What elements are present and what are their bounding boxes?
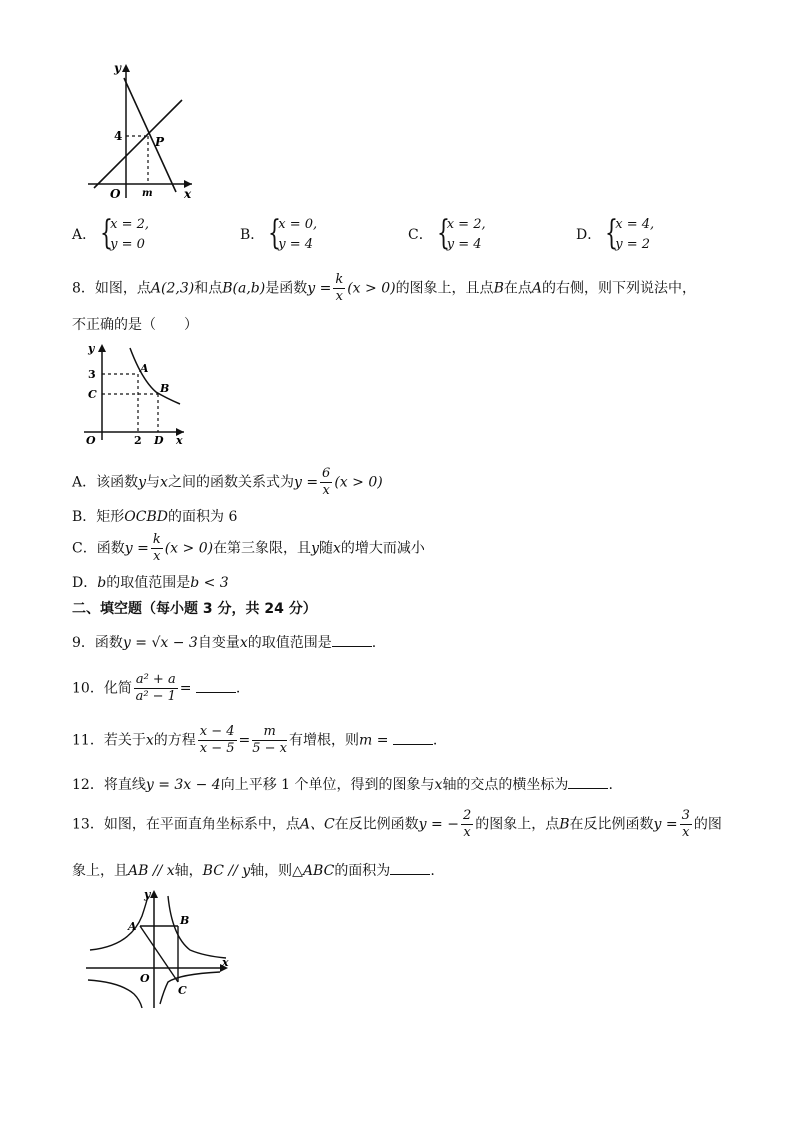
math: x — [145, 732, 154, 749]
fig13-c-label: C — [178, 984, 187, 997]
q10 — [72, 672, 240, 705]
math: AB // x — [128, 863, 175, 879]
fig7-x-label: x — [184, 187, 192, 201]
text: 向上平移 1 个单位，得到的图象与 — [220, 777, 435, 793]
q11 — [72, 724, 437, 757]
q7-option-b: B． { x = 0, y = 4 — [240, 213, 318, 253]
numerator: a² + a — [135, 672, 176, 687]
numerator: x − 4 — [199, 724, 235, 739]
answer-blank[interactable] — [393, 732, 433, 745]
fig8-two-label: 2 — [134, 434, 142, 447]
math: (x > 0) — [164, 540, 214, 557]
fig13-origin-label: O — [140, 972, 150, 985]
fraction — [320, 466, 332, 499]
q12 — [72, 774, 613, 794]
math: x — [332, 540, 341, 557]
text: 8．如图，点 — [72, 280, 151, 297]
text: 轴，则△ — [250, 863, 303, 879]
denominator: x — [335, 289, 343, 304]
math: b — [97, 575, 107, 591]
math: y = 3x − 4 — [145, 777, 221, 793]
math: B(a,b) — [222, 280, 266, 297]
text: 11．若关于 — [72, 732, 146, 749]
section-heading: 二、填空题（每小题 3 分，共 24 分） — [72, 601, 317, 617]
text: 轴的交点的横坐标为 — [442, 777, 569, 793]
q8-option-c — [72, 532, 425, 565]
text: 象上，且 — [72, 863, 128, 879]
q8-stem-line2 — [72, 314, 198, 334]
text: 的图象上，且点 — [395, 280, 494, 297]
math: B — [559, 816, 570, 833]
denominator: x — [322, 483, 330, 498]
numerator: m — [252, 724, 287, 741]
option-label: D． — [576, 227, 602, 243]
fraction — [252, 724, 287, 757]
math: (x > 0) — [347, 280, 396, 297]
text: B．矩形 — [72, 509, 125, 525]
numerator: k — [335, 272, 344, 287]
text: 10．化简 — [72, 680, 132, 697]
text: 的图象上，点 — [475, 816, 560, 833]
fig8-origin-label: O — [86, 434, 96, 447]
text: 轴， — [174, 863, 203, 879]
text: 不正确的是（ ） — [72, 317, 198, 333]
q7-option-d: D． { x = 4, y = 2 — [576, 213, 655, 253]
math: OCBD — [124, 509, 168, 525]
system-row: y = 4 — [446, 237, 482, 252]
text: 之间的函数关系式为 — [167, 474, 294, 491]
math: y = — [124, 540, 149, 557]
math: x — [160, 474, 168, 491]
system-row: x = 2, — [110, 217, 150, 232]
math: (x > 0) — [334, 474, 383, 491]
q8-option-d — [72, 572, 229, 592]
answer-blank[interactable] — [390, 862, 430, 875]
numerator: 6 — [322, 466, 331, 481]
denominator: x — [463, 825, 471, 840]
text: = — [179, 680, 192, 697]
math: x — [239, 635, 248, 651]
q8-stem-line1 — [72, 272, 696, 305]
text: 在反比例函数 — [569, 816, 654, 833]
text: . — [430, 863, 435, 879]
fig8-d-label: D — [154, 434, 164, 447]
option-label: A． — [72, 227, 97, 243]
text: . — [371, 635, 377, 651]
system-row: y = 4 — [278, 237, 314, 252]
system-row: x = 2, — [446, 217, 486, 232]
system-row: x = 4, — [615, 217, 655, 232]
text: 自变量 — [197, 635, 240, 651]
denominator: x — [153, 549, 161, 564]
math: y = — [307, 280, 332, 297]
q13-figure — [80, 886, 236, 1012]
text: 的取值范围是 — [106, 575, 191, 591]
math: y — [311, 540, 319, 557]
math: A — [531, 280, 542, 297]
math: A(2,3) — [150, 280, 195, 297]
fig8-x-label: x — [176, 434, 183, 447]
q13-line2 — [72, 860, 435, 880]
fraction — [680, 808, 692, 841]
fig13-b-label: B — [180, 914, 190, 927]
option-label: C． — [408, 227, 433, 243]
text: . — [235, 680, 241, 697]
math: A、C — [299, 816, 335, 833]
denominator: a² − 1 — [135, 689, 176, 704]
q7-option-a: A． { x = 2, y = 0 — [72, 213, 150, 253]
text: 随 — [318, 540, 333, 557]
text: 的右侧，则下列说法中， — [541, 280, 696, 297]
text: C．函数 — [72, 540, 125, 557]
system-row: y = 2 — [615, 237, 651, 252]
math: y = — [653, 816, 678, 833]
fraction — [333, 272, 345, 305]
numerator: 2 — [462, 808, 472, 823]
text: 13．如图，在平面直角坐标系中，点 — [72, 816, 300, 833]
math: b < 3 — [190, 575, 229, 591]
math: y = — [293, 474, 319, 491]
fraction — [198, 724, 237, 757]
numerator: k — [152, 532, 161, 547]
text: = — [238, 732, 251, 749]
fig8-y-label: y — [88, 342, 95, 355]
text: 和点 — [194, 280, 223, 297]
text: . — [608, 777, 613, 793]
math: ABC — [302, 863, 335, 879]
math: m = — [359, 732, 389, 749]
text: 的方程 — [153, 732, 196, 749]
q7-option-c: C． { x = 2, y = 4 — [408, 213, 486, 253]
answer-blank[interactable] — [568, 776, 608, 789]
text: 在反比例函数 — [334, 816, 419, 833]
fig8-c-label: C — [88, 388, 97, 401]
fig7-p-label: P — [155, 135, 165, 149]
fig13-y-label: y — [144, 888, 151, 901]
math: y = − — [418, 816, 459, 833]
q8-figure — [80, 340, 190, 448]
option-label: B． — [240, 227, 265, 243]
fig13-x-label: x — [222, 956, 229, 969]
text: 的增大而减小 — [340, 540, 425, 557]
q8-option-a — [72, 466, 383, 499]
fig8-b-label: B — [160, 382, 170, 395]
q9 — [72, 632, 376, 652]
fig7-origin-label: O — [110, 187, 121, 201]
fig7-m-label: m — [142, 188, 153, 199]
answer-blank[interactable] — [332, 634, 372, 647]
fig13-a-label: A — [128, 920, 137, 933]
system-row: y = 0 — [110, 237, 145, 252]
math: y — [138, 474, 147, 491]
denominator: 5 − x — [252, 741, 287, 756]
numerator: 3 — [681, 808, 690, 823]
fig7-four-label: 4 — [114, 129, 123, 143]
q8-option-b — [72, 506, 237, 526]
math: B — [493, 280, 504, 297]
fraction — [151, 532, 163, 565]
fig8-a-label: A — [140, 362, 149, 375]
text: 在第三象限，且 — [213, 540, 312, 557]
q7-figure — [80, 58, 200, 204]
text: 的面积为 6 — [168, 509, 238, 525]
text: 12．将直线 — [72, 777, 146, 793]
text: 在点 — [503, 280, 532, 297]
math: BC // y — [202, 863, 251, 879]
fig7-y-label: y — [114, 61, 121, 75]
denominator: x − 5 — [199, 741, 235, 756]
text: D． — [72, 575, 98, 591]
text: 的取值范围是 — [247, 635, 332, 651]
text: 与 — [146, 474, 161, 491]
text: 的图 — [693, 816, 722, 833]
fig8-three-label: 3 — [88, 368, 96, 381]
math: x — [434, 777, 443, 793]
text: 有增根，则 — [289, 732, 359, 749]
fraction — [461, 808, 473, 841]
denominator: x — [682, 825, 690, 840]
answer-blank[interactable] — [196, 680, 236, 693]
text: 是函数 — [265, 280, 308, 297]
text: A．该函数 — [72, 474, 139, 491]
fraction — [134, 672, 178, 705]
math: y = √x − 3 — [122, 635, 198, 651]
system-row: x = 0, — [278, 217, 318, 232]
text: 的面积为 — [334, 863, 391, 879]
text: 9．函数 — [72, 635, 123, 651]
text: . — [432, 732, 438, 749]
q13-line1 — [72, 808, 722, 841]
